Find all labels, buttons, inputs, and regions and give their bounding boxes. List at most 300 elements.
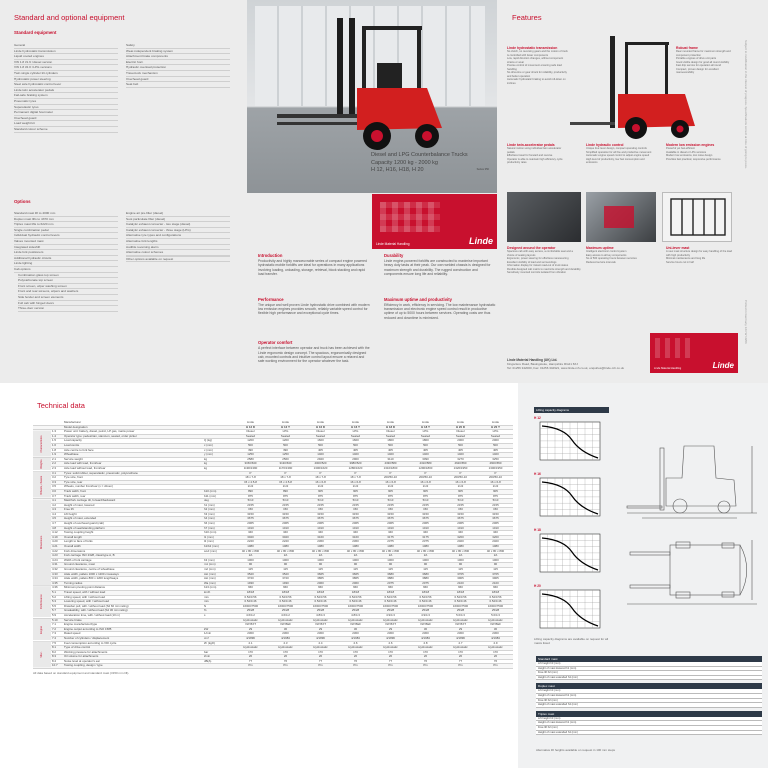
- value-cell: 405: [373, 448, 408, 453]
- value-cell: 170: [303, 650, 338, 655]
- feature-heading: Robust frame: [676, 46, 698, 50]
- value-cell: 5/10: [443, 499, 478, 504]
- description-cell: Towing coupling height: [63, 531, 203, 536]
- value-cell: 90: [408, 563, 443, 568]
- equipment-title: Standard and optional equipment: [14, 13, 125, 22]
- capacity-chart-icon: [534, 420, 606, 464]
- value-cell: 1600: [338, 439, 373, 444]
- value-cell: 1000: [408, 558, 443, 563]
- brand-tagline: Linde Material Handling: [654, 367, 682, 370]
- feature-bullet: Automatic hydrostatic braking to avoid roll-down on inclines: [507, 78, 566, 85]
- mast-row: Height of mast lowered h1 (mm): [536, 694, 762, 699]
- value-cell: 1320/1950: [443, 466, 478, 471]
- unit-cell: h3 (mm): [203, 512, 233, 517]
- value-cell: 2065: [268, 522, 303, 527]
- value-cell: 1300/1950: [478, 466, 513, 471]
- value-cell: 16000/7500: [268, 604, 303, 609]
- value-cell: Pin: [478, 664, 513, 669]
- value-cell: 3090: [408, 457, 443, 462]
- model-cell: H 12 T: [268, 425, 303, 430]
- description-cell: Lowering speed, with / without load: [63, 600, 203, 605]
- value-cell: 150: [233, 508, 268, 513]
- value-cell: 25/28: [268, 609, 303, 614]
- equipment-item: Liquid cooled engines: [14, 54, 118, 60]
- manufacturer-cell: Linde: [373, 421, 408, 425]
- value-cell: 2075: [408, 581, 443, 586]
- feature-bullet: Natural motion using individual twin accelerator pedals: [507, 147, 562, 154]
- company-name: Linde Material Handling (UK) Ltd.: [507, 358, 558, 362]
- intro-heading: Maximum uptime and productivity: [384, 296, 452, 302]
- description-cell: Travel speed, with / without load: [63, 590, 203, 595]
- option-item: Linde fork positioners: [14, 250, 118, 256]
- value-cell: 500: [443, 443, 478, 448]
- value-cell: 2300: [338, 632, 373, 637]
- table-row: [33, 664, 513, 669]
- value-cell: 2A: [338, 554, 373, 559]
- value-cell: 4/1984: [338, 636, 373, 641]
- cab-option-item: Front and rear screens, wipers and washers: [18, 289, 118, 295]
- value-cell: 2065: [373, 522, 408, 527]
- ref-cell: 5.7: [51, 609, 63, 614]
- ref-cell: 7.3: [51, 632, 63, 637]
- value-cell: VW BEF: [338, 623, 373, 628]
- unit-cell: l/min: [203, 655, 233, 660]
- value-cell: Hydrostatic: [338, 618, 373, 623]
- value-cell: 150: [478, 508, 513, 513]
- ref-cell: 7.1: [51, 623, 63, 628]
- equipment-item: Travel-lock mechanism: [126, 71, 230, 77]
- value-cell: Hydrostatic: [338, 646, 373, 651]
- option-item: Alternative colour schemes: [126, 250, 230, 256]
- cab-option-item: Side fender and screen elements: [18, 295, 118, 301]
- ref-cell: 4.2: [51, 503, 63, 508]
- value-cell: Diesel: [443, 430, 478, 435]
- value-cell: 1800: [373, 439, 408, 444]
- ref-cell: 4.19: [51, 535, 63, 540]
- value-cell: 1010: [373, 526, 408, 531]
- feature-list: [507, 50, 569, 85]
- group-label: Weights: [33, 457, 51, 471]
- value-cell: 115: [373, 568, 408, 573]
- value-cell: Diesel: [373, 430, 408, 435]
- value-cell: 340: [233, 531, 268, 536]
- value-cell: 2x/2: [478, 485, 513, 490]
- value-cell: 2065: [478, 522, 513, 527]
- value-cell: 4/1896: [443, 636, 478, 641]
- ref-cell: 4.21: [51, 545, 63, 550]
- feature-bullet: Good visible design for good all round visibility: [676, 60, 730, 64]
- value-cell: 1400: [408, 453, 443, 458]
- value-cell: 340: [478, 531, 513, 536]
- value-cell: 30: [338, 627, 373, 632]
- mast-row: Free lift h2 (mm): [536, 699, 762, 704]
- value-cell: 40 x 80 x 800: [303, 549, 338, 554]
- value-cell: Hydrostatic: [303, 618, 338, 623]
- intro-text: The unique and well proven Linde hydrostatic drive combined with modern low emission engines provides smooth, reliably variable speed control for flexible high performance and exceptional cycle times.: [258, 302, 370, 316]
- value-cell: 1010: [443, 526, 478, 531]
- value-cell: 18 x 7-8: [303, 476, 338, 481]
- description-cell: Free lift: [63, 508, 203, 513]
- value-cell: 2A: [268, 554, 303, 559]
- ref-cell: 4.34: [51, 577, 63, 582]
- feature-block: [676, 46, 736, 75]
- unit-cell: kg: [203, 462, 233, 467]
- value-cell: Hydrostatic: [303, 646, 338, 651]
- feature-heading: Linde twin-accelerator pedals: [507, 143, 555, 147]
- value-cell: 2.9: [478, 641, 513, 646]
- value-cell: 90: [443, 563, 478, 568]
- ref-cell: 10.7: [51, 664, 63, 669]
- value-cell: Diesel: [303, 430, 338, 435]
- description-cell: Type of drive control: [63, 646, 203, 651]
- value-cell: 3150: [408, 512, 443, 517]
- address-line: Kingsclere Road, Basingstoke, Hampshire RG21 6XJ: [507, 362, 578, 366]
- value-cell: 500: [338, 443, 373, 448]
- value-cell: 16000/7500: [233, 604, 268, 609]
- value-cell: 4.9/4.3: [373, 613, 408, 618]
- feature-bullet: Spacious cab with easy access, a comfortable seat and a choice of seating layouts: [507, 250, 573, 257]
- description-cell: Noise level at operator's ear: [63, 659, 203, 664]
- ref-cell: 3.1: [51, 471, 63, 476]
- options-list-2: [126, 211, 230, 312]
- ref-cell: 4.36: [51, 586, 63, 591]
- description-cell: Fork dimensions: [63, 549, 203, 554]
- mast-table: [536, 683, 762, 707]
- value-cell: 340: [408, 531, 443, 536]
- value-cell: 660: [373, 586, 408, 591]
- feature-bullet: Portable engines of drive unit parts: [676, 57, 717, 61]
- value-cell: 660: [303, 586, 338, 591]
- value-cell: VW BEF: [478, 623, 513, 628]
- value-cell: 16000/7500: [408, 604, 443, 609]
- unit-cell: m1 (mm): [203, 563, 233, 568]
- value-cell: 1000: [443, 558, 478, 563]
- value-cell: 90: [303, 563, 338, 568]
- feature-bullet: Minimal maintenance and long life: [666, 257, 706, 261]
- value-cell: 2300: [443, 632, 478, 637]
- value-cell: 2155: [338, 503, 373, 508]
- value-cell: 5/10: [233, 499, 268, 504]
- value-cell: 16000/7500: [443, 604, 478, 609]
- capacity-title: Lifting capacity diagrams: [534, 407, 609, 413]
- value-cell: 0.52/0.46: [443, 600, 478, 605]
- standard-list-1: [14, 43, 118, 133]
- spec-table: [33, 421, 513, 669]
- ref-cell: 4.24: [51, 558, 63, 563]
- feature-bullet: Compact, proven design for excellent manoeuvrability: [676, 67, 719, 75]
- value-cell: 16000/7500: [373, 604, 408, 609]
- value-cell: 500: [373, 443, 408, 448]
- value-cell: 2580: [233, 457, 268, 462]
- value-cell: 875: [233, 494, 268, 499]
- value-cell: 390: [233, 448, 268, 453]
- value-cell: 340: [443, 531, 478, 536]
- forklift-photo-icon: [277, 18, 447, 153]
- value-cell: 2065: [338, 522, 373, 527]
- option-item: Alternative fork lengths: [126, 239, 230, 245]
- value-cell: 875: [268, 494, 303, 499]
- cab-option-item: Polycarbonate top screen: [18, 278, 118, 284]
- value-cell: VW BXT: [303, 623, 338, 628]
- value-cell: 20: [443, 655, 478, 660]
- diagram-label: H 16: [534, 472, 541, 476]
- equipment-item: Attachment brake components: [126, 54, 230, 60]
- value-cell: 340: [373, 531, 408, 536]
- value-cell: 18/18: [233, 590, 268, 595]
- equipment-item: VW 1.8 l/2.0 l LPG versions: [14, 65, 118, 71]
- value-cell: 2155: [233, 503, 268, 508]
- value-cell: 5/10: [373, 499, 408, 504]
- value-cell: 4310/580: [408, 462, 443, 467]
- description-cell: Towing coupling, design / type: [63, 664, 203, 669]
- value-cell: 3665: [338, 572, 373, 577]
- value-cell: 4/1896: [303, 636, 338, 641]
- value-cell: 3160: [338, 535, 373, 540]
- value-cell: 1000: [338, 558, 373, 563]
- ref-cell: 4.23: [51, 554, 63, 559]
- equipment-item: Pneumatic tyres: [14, 99, 118, 105]
- value-cell: 1010: [303, 526, 338, 531]
- option-item: Other options available on request: [126, 257, 230, 263]
- value-cell: 18 x 7-8: [268, 476, 303, 481]
- standard-heading: Standard equipment: [14, 30, 57, 35]
- value-cell: 25/28: [443, 609, 478, 614]
- mast-name: Standard mast: [536, 656, 762, 662]
- value-cell: 875: [443, 494, 478, 499]
- description-cell: Service brake: [63, 618, 203, 623]
- feature-bullet: High level of productivity, low fuel consumption and emissions: [586, 157, 645, 165]
- value-cell: 2x/2: [443, 485, 478, 490]
- value-cell: 16 x 6-8: [443, 480, 478, 485]
- option-item: Alternative tyre types and configurations: [126, 233, 230, 239]
- unit-cell: l/h (kg/h): [203, 641, 233, 646]
- equipment-item: Fail-safe braking system: [14, 93, 118, 99]
- value-cell: 1080: [338, 545, 373, 550]
- value-cell: 3020: [233, 535, 268, 540]
- value-cell: 115: [268, 568, 303, 573]
- equipment-item: Hydrostatic power steering: [14, 77, 118, 83]
- unit-cell: l1 (mm): [203, 535, 233, 540]
- value-cell: 170: [478, 650, 513, 655]
- equipment-item: Load weight kit: [14, 121, 118, 127]
- diagram-list: [534, 416, 614, 637]
- value-cell: 1010: [478, 526, 513, 531]
- value-cell: 2075: [373, 581, 408, 586]
- value-cell: Pin: [303, 664, 338, 669]
- value-cell: 18/18: [478, 590, 513, 595]
- value-cell: 30: [478, 627, 513, 632]
- value-cell: 90: [478, 563, 513, 568]
- unit-cell: km/h: [203, 590, 233, 595]
- value-cell: 1800: [408, 439, 443, 444]
- unit-cell: N: [203, 604, 233, 609]
- value-cell: 4620/650: [443, 462, 478, 467]
- diagram-label: H 20: [534, 584, 541, 588]
- value-cell: 5/10: [268, 499, 303, 504]
- ref-cell: 5.1: [51, 590, 63, 595]
- value-cell: 90: [338, 563, 373, 568]
- option-item: Cab options: [14, 267, 118, 273]
- feature-list: [666, 250, 734, 264]
- description-cell: Tyre size, rear: [63, 480, 203, 485]
- value-cell: P: [233, 471, 268, 476]
- capacity-diagram: [534, 416, 614, 469]
- value-cell: 4000/520: [303, 462, 338, 467]
- description-cell: Tyres: solid rubber, superelastic, pneumatic, polyurethane: [63, 471, 203, 476]
- value-cell: 660: [268, 586, 303, 591]
- option-item: Catalytic exhaust converter - three stage (LPG): [126, 228, 230, 234]
- value-cell: 2065: [303, 522, 338, 527]
- model-cell: H 12 D: [233, 425, 268, 430]
- unit-cell: m/s: [203, 595, 233, 600]
- mast-row: Height of mast lowered h1 (mm): [536, 721, 762, 726]
- engine-photo: [586, 192, 656, 242]
- diagram-label: H 18: [534, 528, 541, 532]
- standard-equipment: [14, 30, 236, 133]
- value-cell: LPG: [338, 430, 373, 435]
- unit-cell: cm³: [203, 636, 233, 641]
- equipment-item: Overhead guard: [14, 116, 118, 122]
- unit-cell: h2 (mm): [203, 508, 233, 513]
- value-cell: 40 x 80 x 800: [268, 549, 303, 554]
- unit-cell: c (mm): [203, 443, 233, 448]
- value-cell: 2375: [373, 540, 408, 545]
- value-cell: 2000: [443, 439, 478, 444]
- value-cell: 40 x 80 x 800: [478, 549, 513, 554]
- ref-cell: 4.20: [51, 540, 63, 545]
- value-cell: 3020: [268, 535, 303, 540]
- mast-table: [536, 711, 762, 735]
- value-cell: 20: [478, 655, 513, 660]
- value-cell: 2x/2: [373, 485, 408, 490]
- value-cell: 3705: [443, 572, 478, 577]
- ref-cell: 8.2: [51, 650, 63, 655]
- value-cell: 40 x 80 x 800: [338, 549, 373, 554]
- value-cell: 0.52/0.46: [408, 600, 443, 605]
- value-cell: 875: [478, 494, 513, 499]
- value-cell: 2100: [443, 581, 478, 586]
- model-cell: H 20 T: [478, 425, 513, 430]
- value-cell: Hydrostatic: [443, 618, 478, 623]
- value-cell: 905: [443, 489, 478, 494]
- value-cell: P: [443, 471, 478, 476]
- value-cell: 3865: [303, 577, 338, 582]
- value-cell: 2060: [338, 581, 373, 586]
- value-cell: 1010: [233, 526, 268, 531]
- value-cell: 115: [408, 568, 443, 573]
- intro-text: A perfect interface between operator and truck has been achieved with the Linde ergonomic design concept. The spacious, ergonomically designed cab, mounted controls and intuitive control layout ensure a relaxed and safe working environment for the operator whatever the task.: [258, 346, 370, 364]
- intro-paragraph: [384, 253, 496, 294]
- option-item: Soot particulate filter (diesel): [126, 217, 230, 223]
- value-cell: 3665: [303, 572, 338, 577]
- value-cell: 2155: [373, 503, 408, 508]
- value-cell: 29: [443, 627, 478, 632]
- description-cell: Minimum pivoting point distance: [63, 586, 203, 591]
- description-cell: Axle load without load, front/rear: [63, 466, 203, 471]
- description-cell: Lifting speed, with / without load: [63, 595, 203, 600]
- equipment-item: General: [14, 43, 118, 49]
- ref-cell: 5.10: [51, 618, 63, 623]
- description-cell: Overall width: [63, 545, 203, 550]
- value-cell: 4.8/4.3: [303, 613, 338, 618]
- value-cell: Pin: [408, 664, 443, 669]
- value-cell: 3130/630: [268, 462, 303, 467]
- unit-cell: kW: [203, 627, 233, 632]
- capacity-chart-icon: [534, 532, 606, 576]
- mast-row: Lift height h3 (mm): [536, 689, 762, 694]
- model-cell: H 16 T: [338, 425, 373, 430]
- value-cell: VW BXT: [443, 623, 478, 628]
- description-cell: Height of overhead guard (cab): [63, 522, 203, 527]
- value-cell: Seated: [443, 434, 478, 439]
- group-label: Characteristics: [33, 430, 51, 458]
- cab-option-item: Three-door version: [18, 306, 118, 312]
- value-cell: 4.9/4.3: [408, 613, 443, 618]
- value-cell: 1930: [233, 581, 268, 586]
- value-cell: VW BEF: [408, 623, 443, 628]
- value-cell: 18 x 7-8: [233, 476, 268, 481]
- value-cell: 115: [233, 568, 268, 573]
- ref-cell: 4.7: [51, 522, 63, 527]
- value-cell: P: [408, 471, 443, 476]
- ref-cell: 4.3: [51, 508, 63, 513]
- group-label: Performance: [33, 586, 51, 618]
- value-cell: 405: [443, 448, 478, 453]
- equipment-item: Superelastic tyres: [14, 105, 118, 111]
- value-cell: 3150: [268, 512, 303, 517]
- value-cell: 76: [408, 659, 443, 664]
- value-cell: 3720: [268, 577, 303, 582]
- ref-cell: 4.35: [51, 581, 63, 586]
- value-cell: 5/10: [408, 499, 443, 504]
- value-cell: 1080: [478, 545, 513, 550]
- value-cell: 340: [338, 531, 373, 536]
- value-cell: 1000: [373, 558, 408, 563]
- value-cell: 905: [478, 489, 513, 494]
- value-cell: 2360: [303, 540, 338, 545]
- description-cell: Engine output according to ISO 1585: [63, 627, 203, 632]
- value-cell: 3200: [443, 535, 478, 540]
- value-cell: 25/28: [373, 609, 408, 614]
- value-cell: 875: [303, 494, 338, 499]
- value-cell: 150: [268, 508, 303, 513]
- value-cell: 1000: [303, 558, 338, 563]
- description-cell: Rated speed: [63, 632, 203, 637]
- feature-bullet: Available in diesel or LPG versions: [666, 150, 707, 154]
- cab-options-list: [14, 273, 118, 312]
- value-cell: 77: [233, 659, 268, 664]
- description-cell: Load centre: [63, 443, 203, 448]
- value-cell: 2065: [233, 522, 268, 527]
- value-cell: 4.6/4.2: [233, 613, 268, 618]
- feature-heading: Uni-lever mast: [666, 246, 690, 250]
- feature-list: [586, 147, 652, 165]
- value-cell: 29: [303, 627, 338, 632]
- value-cell: 2155: [408, 503, 443, 508]
- options-list-1: [14, 211, 118, 273]
- value-cell: 3675: [373, 517, 408, 522]
- description-cell: Engine manufacturer/type: [63, 623, 203, 628]
- value-cell: 1010: [408, 526, 443, 531]
- description-cell: Height of mast, extended: [63, 517, 203, 522]
- value-cell: 875: [373, 494, 408, 499]
- mast-name: Duplex mast: [536, 683, 762, 689]
- description-cell: Turning radius: [63, 581, 203, 586]
- value-cell: 3880: [408, 577, 443, 582]
- table-footnote: All data based on standard equipment and standard mast (3150 mm lift).: [33, 671, 130, 676]
- value-cell: 340: [303, 531, 338, 536]
- value-cell: 2.6: [338, 641, 373, 646]
